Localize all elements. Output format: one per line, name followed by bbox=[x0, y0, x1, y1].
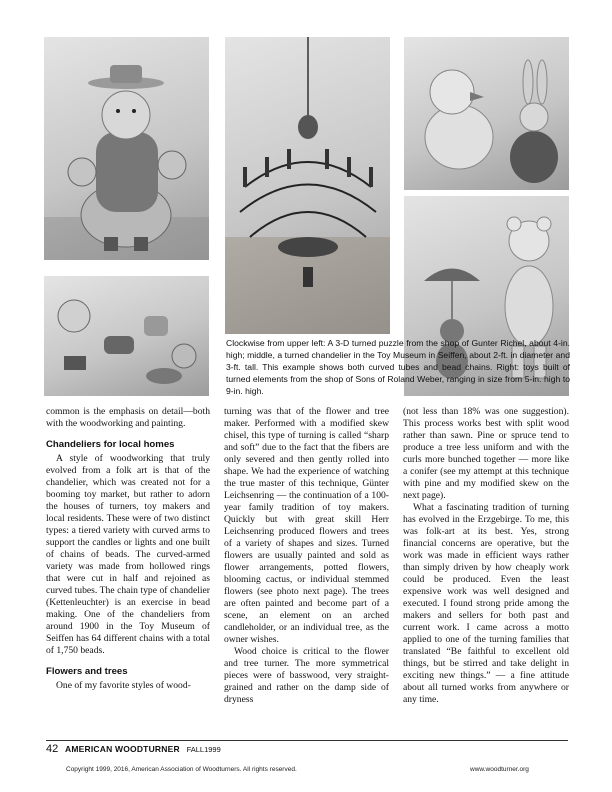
chandelier-illustration bbox=[225, 37, 390, 334]
paragraph: One of my favorite styles of wood- bbox=[56, 680, 191, 691]
puzzle-parts-photo bbox=[44, 276, 209, 396]
section-heading: Flowers and trees bbox=[46, 666, 128, 677]
footer-rule bbox=[46, 740, 568, 741]
website-link[interactable]: www.woodturner.org bbox=[470, 766, 529, 773]
article-column-3 bbox=[403, 406, 569, 706]
paragraph: Wood choice is critical to the flower and tree turner. The more symmetrical pieces were of basswood, very straight-grained and rather on the damp side of dryness bbox=[224, 646, 389, 705]
paragraph: turning was that of the flower and tree maker. Performed with a modified skew chisel, this type of turning is called “sharp and soft” due to the fact that the fibers are only severed and then gently rolled into shape. We had the experience of watching the true master of this technique, Günter Leichsenring — the continuation of a 100-year family tradition of toy makers. Quickly but with great skill Herr Leichsenring produced flowers and trees of a variety of shapes and sizes. Turned flowers are usually painted and sold as flower arrangements, potted flowers, blooming cactus, or individual stemmed flowers (see photo next page). The trees are often painted and become part of a scene, an element on an arched candleholder, or an individual tree, as the owner wishes. bbox=[224, 406, 389, 645]
paragraph: (not less than 18% was one suggestion). This process works best with split wood rather than sawn. Pine or spruce tend to produce a tree less uniform and with the curls more bunched together — more like a conifer (see my attempt at this technique with pine and my modified skew on the next page). bbox=[403, 406, 569, 501]
chick-rabbit-illustration bbox=[404, 37, 569, 190]
paragraph: A style of woodworking that truly evolved from a folk art is that of the chandelier, which was created not for a booming toy market, but rather to adorn the houses of turners, toy makers and local residents. These were of two distinct types: a tiered variety with curved arms to support the candles or lights and one built of chains of beads. The curved-armed variety was made from hollowed rings that were cut in half and rejoined as curved tubes. The chain type of chandelier (Kettenleuchter) is an exercise in bead making. One of the chandeliers from around 1900 in the Toy Museum of Seiffen has 64 different chains with a total of 1,750 beads. bbox=[46, 453, 210, 656]
page-folio bbox=[46, 743, 221, 755]
copyright-notice: Copyright 1999, 2016, American Association of Woodturners. All rights reserved. bbox=[66, 766, 297, 773]
turned-puzzle-photo bbox=[44, 37, 209, 260]
photo-caption: Clockwise from upper left: A 3-D turned puzzle from the shop of Gunter Richel, about 4-in. high; middle, a turned chandelier in the Toy Museum in Seiffen, about 2-ft. in diameter and 3-ft. tall. This example shows both curved tubes and bead chains. Right: toys built of turned elements from the shop of Sons of Roland Weber, ranging in size from 5-in. high to 9-in. high. bbox=[226, 338, 570, 396]
article-column-1 bbox=[46, 406, 210, 692]
puzzle-parts-illustration bbox=[44, 276, 209, 396]
paragraph: What a fascinating tradition of turning has evolved in the Erzgebirge. To me, this was folk-art at its best. Yes, strong financial concerns are operative, but the work was made in efficient ways rather than simply driven by how cheaply work could be produced. Even the least expensive work was well designed and executed. I found strong pride among the makers and sellers for both past and current work. I came across a motto applied to one of the turning families that translated “Be faithful to excellent old things, but be stirred and take delight in exciting new things.” — a fine attitude about all turned works from anywhere or any time. bbox=[403, 502, 569, 705]
paragraph: common is the emphasis on detail—both with the woodworking and painting. bbox=[46, 406, 210, 429]
issue-label: FALL1999 bbox=[186, 745, 221, 754]
page-number: 42 bbox=[46, 743, 59, 755]
article-column-2 bbox=[224, 406, 389, 706]
turned-puzzle-illustration bbox=[44, 37, 209, 260]
section-heading: Chandeliers for local homes bbox=[46, 439, 175, 450]
magazine-title: AMERICAN WOODTURNER bbox=[65, 744, 180, 754]
chandelier-photo bbox=[225, 37, 390, 334]
chick-rabbit-photo bbox=[404, 37, 569, 190]
